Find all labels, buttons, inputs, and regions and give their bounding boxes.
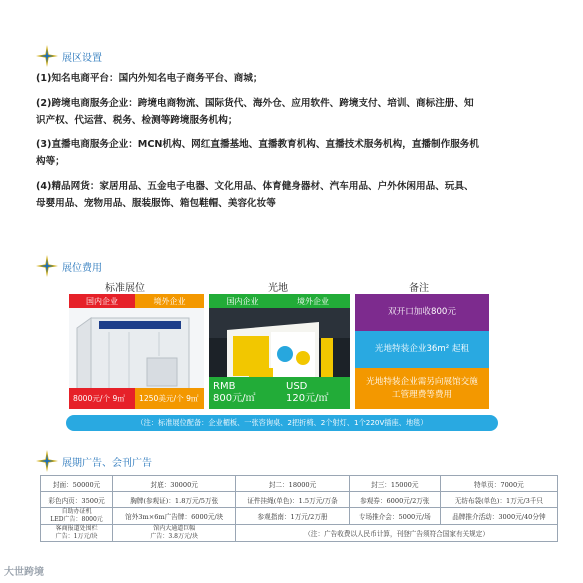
table-cell: 特单页：7000元: [440, 476, 557, 492]
section-header-booth-fees: [36, 255, 102, 277]
raw-domestic-tag: 国内企业: [209, 294, 276, 308]
zone-item-2-line-2: 识产权、代运营、税务、检测等跨境服务机构；: [36, 115, 238, 126]
table-cell: 彩色内页：3500元: [41, 492, 113, 508]
table-cell: 馆内大通道巨幅 广告：3.8万元/块: [113, 525, 236, 542]
standard-overseas-tag: 境外企业: [135, 294, 204, 308]
table-cell: 馆外3m×6m广告牌：6000元/块: [113, 508, 236, 525]
raw-overseas-price-block: [276, 377, 350, 409]
section-title: 展期广告、会刊广告: [62, 457, 152, 469]
usd-price: 120元/㎡: [286, 393, 329, 404]
raw-domestic-price-block: [209, 377, 276, 409]
table-row: [41, 492, 558, 508]
advertising-price-table: [40, 475, 558, 542]
rmb-price: 800元/㎡: [213, 393, 256, 404]
zone-item-3: [36, 136, 556, 170]
table-cell: 封二：18000元: [236, 476, 350, 492]
standard-booth-label: 标准展位: [105, 283, 145, 294]
notes-label: 备注: [409, 283, 429, 294]
zone-item-2: [36, 95, 556, 129]
section-title: 展区设置: [62, 52, 102, 64]
table-cell: 参观券：6000元/2万张: [349, 492, 440, 508]
standard-domestic-tag: 国内企业: [69, 294, 135, 308]
table-cell: 无纺布袋(单色)：1万元/3千只: [440, 492, 557, 508]
table-cell: 封三：15000元: [349, 476, 440, 492]
table-cell: 专场推介会：5000元/场: [349, 508, 440, 525]
table-row: [41, 525, 558, 542]
section-header-advertising: [36, 450, 152, 472]
booth-config-note: （注：标准展位配备：企业楣板、一张咨询桌、2把折椅、2个射灯、1个220V插座、地毯）: [66, 415, 498, 431]
table-cell-note: （注：广告收费以人民币计算，刊登广告须符合国家有关规定）: [236, 525, 558, 542]
note-min-area: 光地特装企业36m² 起租: [355, 331, 489, 368]
table-cell: 封底：30000元: [113, 476, 236, 492]
table-cell: 客商报道处围栏 广告：1万元/块: [41, 525, 113, 542]
zone-item-3-line-2: 构等；: [36, 156, 65, 167]
standard-overseas-price: 1250美元/个 9㎡: [135, 388, 204, 409]
table-cell: 自助办证机 LED广告：8000元: [41, 508, 113, 525]
section-title: 展位费用: [62, 262, 102, 274]
note-double-opening: 双开口加收800元: [355, 294, 489, 331]
table-cell: 品牌推介活动：3000元/40分钟: [440, 508, 557, 525]
zone-item-4-line-1: (4)精品网货：家居用品、五金电子电器、文化用品、体育健身器材、汽车用品、户外休闲用品、玩具、: [36, 181, 474, 192]
zone-item-4: [36, 178, 556, 212]
zone-item-3-line-1: (3)直播电商服务企业：MCN机构、网红直播基地、直播教育机构、直播技术服务机构，直播制作服务机: [36, 139, 479, 150]
sparkle-star-icon: [36, 45, 58, 67]
table-row: [41, 508, 558, 525]
sparkle-star-icon: [36, 450, 58, 472]
table-cell: 证件挂绳(单色)：1.5万元/万条: [236, 492, 350, 508]
table-cell: 封面：50000元: [41, 476, 113, 492]
sparkle-star-icon: [36, 255, 58, 277]
raw-overseas-tag: 境外企业: [276, 294, 350, 308]
rmb-label: RMB: [213, 381, 236, 392]
raw-space-label: 光地: [268, 283, 288, 294]
note-construction-fee: 光地特装企业需另向展馆交施工管理费等费用: [355, 368, 489, 409]
zone-item-2-line-1: (2)跨境电商服务企业：跨境电商物流、国际货代、海外仓、应用软件、跨境支付、培训、商标注册、知: [36, 98, 474, 109]
zone-item-1: (1)知名电商平台：国内外知名电子商务平台、商城；: [36, 73, 263, 84]
section-header-exhibit-zones: [36, 45, 102, 67]
table-row: [41, 476, 558, 492]
standard-domestic-price: 8000元/个 9㎡: [69, 388, 135, 409]
zone-item-4-line-2: 母婴用品、宠物用品、服装服饰、箱包鞋帽、美容化妆等: [36, 198, 276, 209]
table-cell: 参观指南：1万元/2万册: [236, 508, 350, 525]
table-cell: 胸牌(参观证)：1.8万元/5万张: [113, 492, 236, 508]
watermark: 大世跨境: [4, 567, 44, 578]
usd-label: USD: [286, 381, 308, 392]
